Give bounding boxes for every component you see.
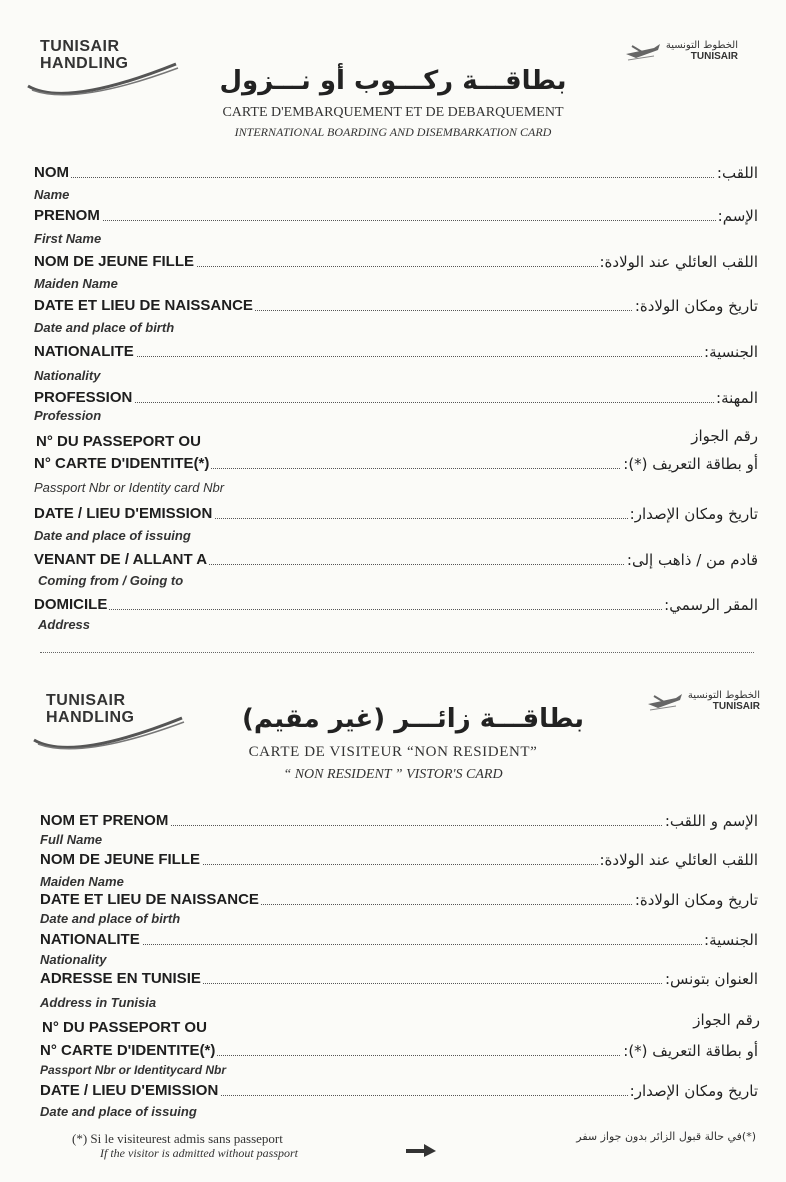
field-label-en: Passport Nbr or Identity card Nbr: [34, 480, 225, 495]
logo-line1: TUNISAIR: [40, 38, 120, 55]
field-label-ar: اللقب العائلي عند الولادة:: [599, 253, 758, 271]
field-label-ar: الجنسية:: [704, 343, 758, 361]
field-label-en: Profession: [34, 408, 102, 423]
airline-name-ar: الخطوط التونسية: [665, 40, 738, 51]
tunisair-airline-logo: [624, 40, 738, 62]
card-title-ar: بطاقـــة زائـــر (غير مقيم): [241, 704, 585, 734]
field-label-fr: DATE ET LIEU DE NAISSANCE: [34, 297, 253, 314]
field-label-fr: PRENOM: [34, 207, 100, 224]
field-label-fr-top: N° DU PASSEPORT OU: [36, 433, 201, 450]
footnote-en: If the visitor is admitted without passport: [100, 1146, 299, 1160]
logo-line2: HANDLING: [46, 709, 135, 726]
field-passport[interactable]: [34, 453, 758, 473]
field-label-ar: تاريخ ومكان الولادة:: [634, 297, 758, 315]
address-continuation-line[interactable]: [40, 652, 754, 653]
field-prenom[interactable]: [34, 205, 758, 225]
field-label-ar: أو بطاقة التعريف (*):: [623, 1042, 758, 1060]
field-nom[interactable]: [34, 162, 758, 182]
field-label-ar: أو بطاقة التعريف (*):: [623, 455, 758, 473]
logo-line2: HANDLING: [40, 55, 129, 72]
field-label-ar: قادم من / ذاهب إلى:: [626, 551, 758, 569]
field-nationality[interactable]: [40, 929, 758, 949]
field-label-fr: NOM: [34, 164, 69, 181]
field-label-fr-top: N° DU PASSEPORT OU: [42, 1019, 207, 1036]
field-label-ar: الإسم و اللقب:: [664, 812, 758, 830]
field-issue[interactable]: [40, 1080, 758, 1100]
field-label-fr: DOMICILE: [34, 596, 108, 613]
footnote-ar: (*)في حالة قبول الزائر بدون جواز سفر: [576, 1130, 756, 1143]
field-label-en: Maiden Name: [40, 874, 124, 889]
card-title-fr: CARTE DE VISITEUR “NON RESIDENT”: [248, 744, 538, 760]
field-label-ar: الجنسية:: [704, 931, 758, 949]
field-label-en: Date and place of issuing: [40, 1104, 197, 1119]
field-label-ar-top: رقم الجواز: [691, 427, 758, 445]
card-title-fr: CARTE D'EMBARQUEMENT ET DE DEBARQUEMENT: [222, 105, 564, 120]
field-domicile[interactable]: [34, 594, 758, 614]
field-label-fr: DATE ET LIEU DE NAISSANCE: [40, 891, 259, 908]
field-label-en: Maiden Name: [34, 276, 118, 291]
field-label-ar: تاريخ ومكان الإصدار:: [629, 505, 758, 523]
field-label-en: Date and place of issuing: [34, 528, 191, 543]
field-label-ar: اللقب العائلي عند الولادة:: [599, 851, 758, 869]
field-label-fr: NOM ET PRENOM: [40, 812, 169, 829]
field-label-fr: PROFESSION: [34, 389, 133, 406]
field-label-ar: المهنة:: [716, 389, 758, 407]
field-label-en: Nationality: [40, 952, 107, 967]
field-label-fr: NOM DE JEUNE FILLE: [34, 253, 195, 270]
field-label-ar: المقر الرسمي:: [664, 596, 758, 614]
field-passport[interactable]: [40, 1040, 758, 1060]
field-label-fr: ADRESSE EN TUNISIE: [40, 970, 201, 987]
field-label-ar: العنوان بتونس:: [664, 970, 758, 988]
card-title-en: “ NON RESIDENT ” VISTOR'S CARD: [283, 767, 503, 782]
field-label-fr: DATE / LIEU D'EMISSION: [34, 505, 213, 522]
arrow-right-icon: [404, 1142, 438, 1158]
field-label-ar: الإسم:: [717, 207, 758, 225]
field-label-fr: N° CARTE D'IDENTITE(*): [40, 1042, 216, 1059]
field-label-en: Date and place of birth: [40, 911, 181, 926]
field-issue[interactable]: [34, 503, 758, 523]
field-maiden-name[interactable]: [40, 849, 758, 869]
field-birth[interactable]: [34, 295, 758, 315]
field-label-en: First Name: [34, 231, 102, 246]
field-label-fr: NOM DE JEUNE FILLE: [40, 851, 201, 868]
field-full-name[interactable]: [40, 810, 758, 830]
field-label-en: Full Name: [40, 832, 103, 847]
field-birth[interactable]: [40, 889, 758, 909]
field-label-en: Date and place of birth: [34, 320, 175, 335]
field-from-to[interactable]: [34, 549, 758, 569]
card-title-ar: بطاقـــة ركـــوب أو نـــزول: [219, 66, 567, 96]
field-maiden-name[interactable]: [34, 251, 758, 271]
field-label-fr: NATIONALITE: [34, 343, 134, 360]
field-label-en: Nationality: [34, 368, 101, 383]
field-label-en: Address: [38, 617, 91, 632]
card-title-en: INTERNATIONAL BOARDING AND DISEMBARKATION CARD: [234, 125, 552, 139]
footnote-fr: (*) Si le visiteurest admis sans passeport: [72, 1131, 283, 1146]
logo-line1: TUNISAIR: [46, 692, 126, 709]
field-label-ar: اللقب:: [716, 164, 758, 182]
field-profession[interactable]: [34, 387, 758, 407]
airline-name-ar: الخطوط التونسية: [687, 690, 760, 701]
field-label-ar-top: رقم الجواز: [693, 1011, 760, 1029]
field-label-ar: تاريخ ومكان الولادة:: [634, 891, 758, 909]
field-label-fr: NATIONALITE: [40, 931, 140, 948]
airline-name: TUNISAIR: [690, 51, 738, 62]
plane-logo-icon: [624, 40, 662, 62]
field-label-fr: VENANT DE / ALLANT A: [34, 551, 208, 568]
field-label-ar: تاريخ ومكان الإصدار:: [629, 1082, 758, 1100]
field-label-fr: DATE / LIEU D'EMISSION: [40, 1082, 219, 1099]
airline-name: TUNISAIR: [712, 701, 760, 712]
field-label-en: Passport Nbr or Identitycard Nbr: [40, 1063, 227, 1077]
field-label-en: Address in Tunisia: [40, 995, 157, 1010]
field-label-en: Coming from / Going to: [38, 573, 184, 588]
field-address-tunisia[interactable]: [40, 968, 758, 988]
field-label-en: Name: [34, 187, 70, 202]
field-label-fr: N° CARTE D'IDENTITE(*): [34, 455, 210, 472]
field-nationality[interactable]: [34, 341, 758, 361]
